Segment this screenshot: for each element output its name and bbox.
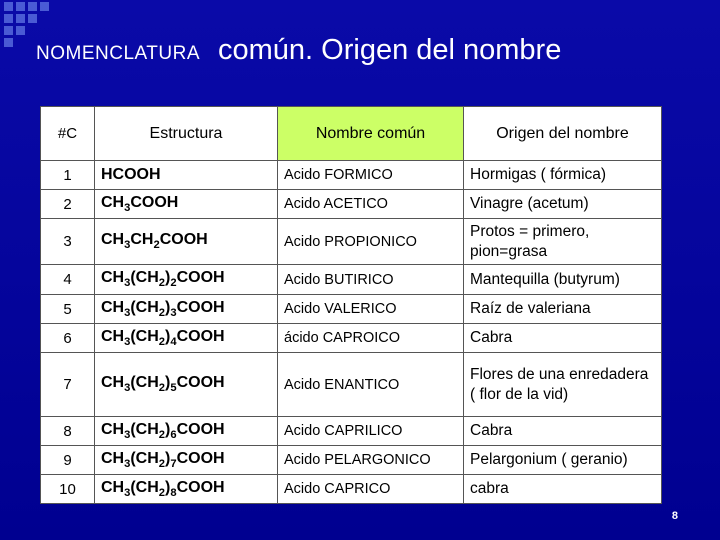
table-row (41, 219, 662, 265)
row-number: 2 (41, 190, 95, 219)
row-number: 7 (41, 353, 95, 417)
row-number: 8 (41, 417, 95, 446)
row-formula: $CH_3(CH_2)_6COOH$ (95, 417, 278, 446)
row-number: 1 (41, 161, 95, 190)
table-header-row (41, 107, 662, 161)
row-formula: $CH_3(CH_2)_5COOH$ (95, 353, 278, 417)
table-row (41, 190, 662, 219)
row-common-name: ácido CAPROICO (278, 324, 464, 353)
nomenclature-table (40, 106, 662, 504)
row-origin: Flores de una enredadera ( flor de la vid) (464, 353, 662, 417)
row-common-name: Acido BUTIRICO (278, 265, 464, 295)
row-formula: $CH_3(CH_2)_2COOH$ (95, 265, 278, 295)
row-origin: Protos = primero, pion=grasa (464, 219, 662, 265)
row-origin: Pelargonium ( geranio) (464, 446, 662, 475)
row-common-name: Acido FORMICO (278, 161, 464, 190)
table-row (41, 353, 662, 417)
row-common-name: Acido ENANTICO (278, 353, 464, 417)
row-formula: HCOOH (95, 161, 278, 190)
row-formula: $CH_3COOH$ (95, 190, 278, 219)
header-common-name: Nombre común (278, 107, 464, 161)
row-common-name: Acido CAPRICO (278, 475, 464, 504)
table-row (41, 475, 662, 504)
page-number: 8 (671, 510, 678, 522)
header-number: #C (41, 107, 95, 161)
row-common-name: Acido PELARGONICO (278, 446, 464, 475)
row-formula: $CH_3(CH_2)_8COOH$ (95, 475, 278, 504)
row-formula: $CH_3(CH_2)_7COOH$ (95, 446, 278, 475)
row-number: 9 (41, 446, 95, 475)
row-number: 10 (41, 475, 95, 504)
header-structure: Estructura (95, 107, 278, 161)
table-row (41, 161, 662, 190)
row-common-name: Acido VALERICO (278, 295, 464, 324)
row-number: 3 (41, 219, 95, 265)
row-origin: Hormigas ( fórmica) (464, 161, 662, 190)
row-number: 5 (41, 295, 95, 324)
row-origin: Cabra (464, 417, 662, 446)
table-row (41, 265, 662, 295)
table-row (41, 446, 662, 475)
header-origin: Origen del nombre (464, 107, 662, 161)
row-origin: Mantequilla (butyrum) (464, 265, 662, 295)
row-origin: Vinagre (acetum) (464, 190, 662, 219)
row-common-name: Acido CAPRILICO (278, 417, 464, 446)
row-formula: $CH_3(CH_2)_4COOH$ (95, 324, 278, 353)
table-row (41, 324, 662, 353)
row-origin: Cabra (464, 324, 662, 353)
row-number: 4 (41, 265, 95, 295)
title-part2: común. Origen del nombre (218, 34, 562, 66)
table-row (41, 417, 662, 446)
row-formula: $CH_3(CH_2)_3COOH$ (95, 295, 278, 324)
row-number: 6 (41, 324, 95, 353)
row-origin: cabra (464, 475, 662, 504)
row-common-name: Acido PROPIONICO (278, 219, 464, 265)
slide-title (36, 34, 561, 67)
title-part1: NOMENCLATURA (36, 43, 200, 64)
row-formula: $CH_3CH_2COOH$ (95, 219, 278, 265)
table-row (41, 295, 662, 324)
row-origin: Raíz de valeriana (464, 295, 662, 324)
row-common-name: Acido ACETICO (278, 190, 464, 219)
